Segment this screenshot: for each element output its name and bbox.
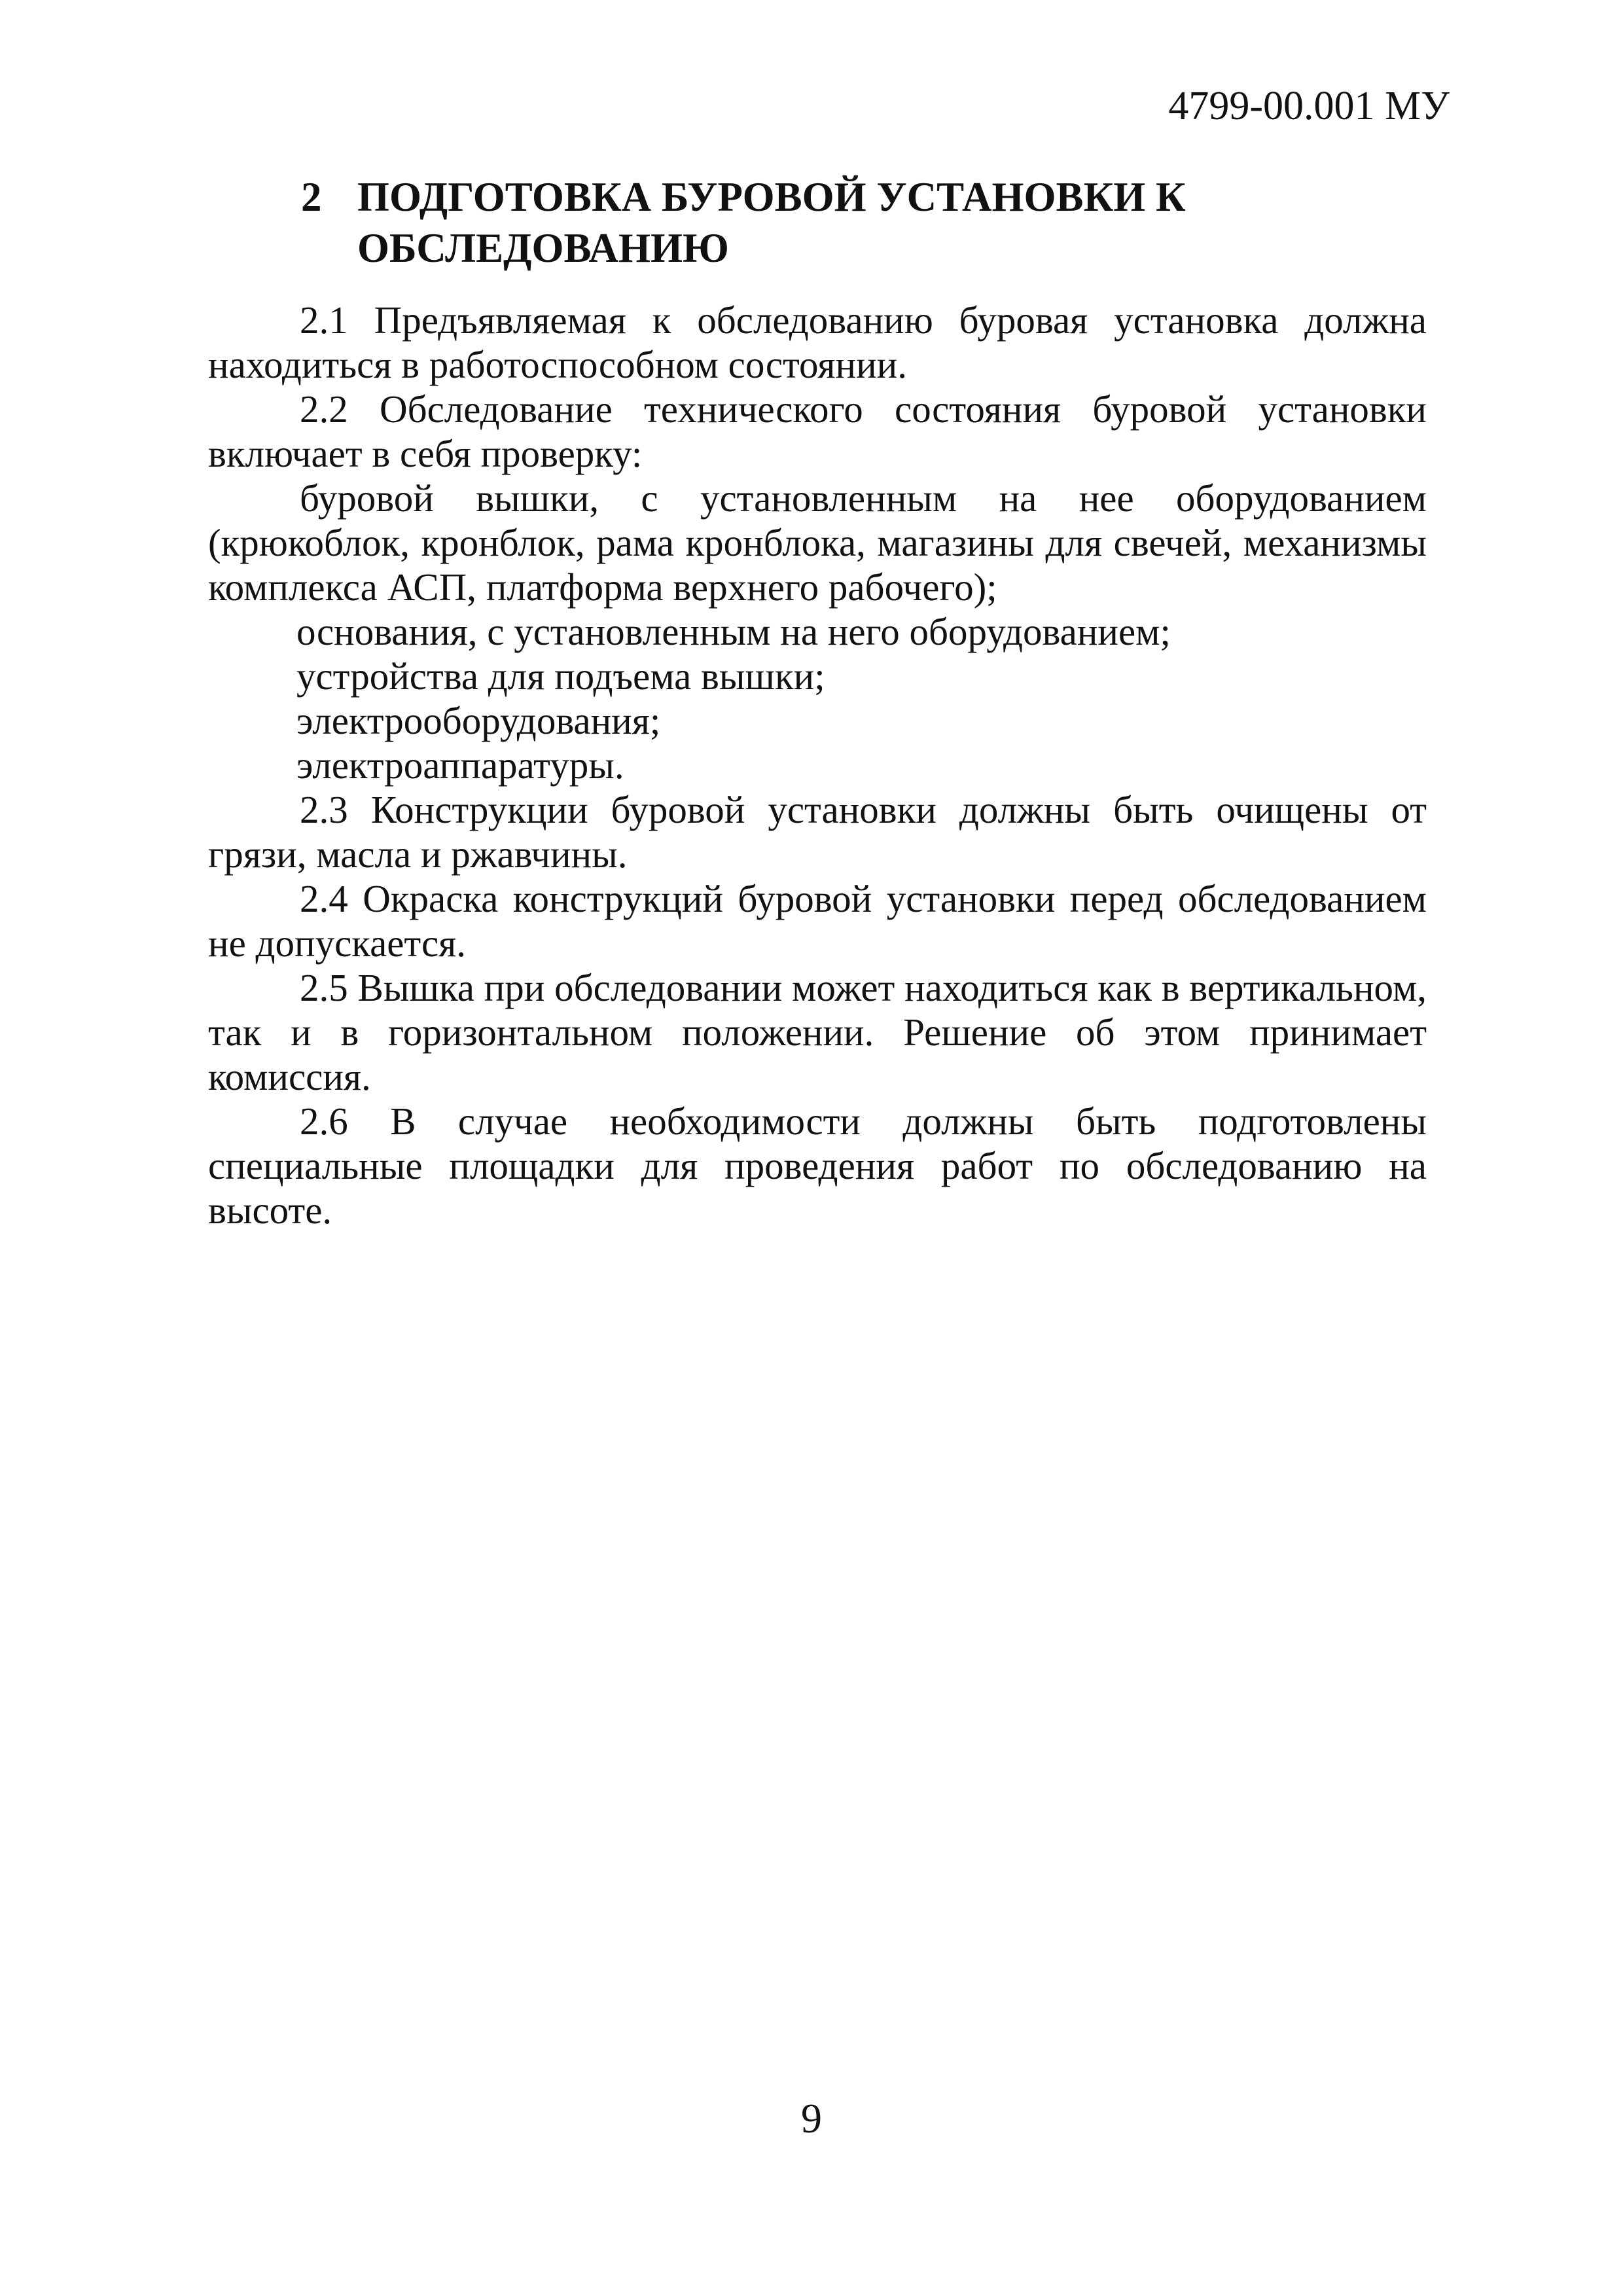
section-number: 2: [301, 174, 322, 220]
paragraph-2-3: 2.3 Конструкции буровой установки должны быть очищены от грязи, масла и ржавчины.: [208, 788, 1427, 876]
document-code: 4799-00.001 МУ: [1168, 84, 1450, 128]
paragraph-2-5: 2.5 Вышка при обследовании может находиться как в вертикальном, так и в горизонтальном положении. Решение об этом принимает комиссия.: [208, 966, 1427, 1098]
section-title-line2: ОБСЛЕДОВАНИЮ: [357, 225, 729, 271]
paragraph-2-4: 2.4 Окраска конструкций буровой установки перед обследованием не допускается.: [208, 877, 1427, 965]
list-item-base: основания, с установленным на него оборудованием;: [296, 610, 1171, 653]
list-item-lifting-device: устройства для подъема вышки;: [296, 655, 825, 698]
section-body: [208, 298, 1427, 1232]
section-title-line1: ПОДГОТОВКА БУРОВОЙ УСТАНОВКИ К: [357, 174, 1186, 220]
paragraph-2-1: 2.1 Предъявляемая к обследованию буровая установка должна находиться в работоспособном состоянии.: [208, 298, 1427, 386]
list-item-derrick: буровой вышки, с установленным на нее оборудованием (крюкоблок, кронблок, рама кронблока, магазины для свечей, механизмы комплекса АСП, платформа верхнего рабочего);: [208, 476, 1427, 609]
paragraph-2-2: 2.2 Обследование технического состояния буровой установки включает в себя проверку:: [208, 387, 1427, 475]
list-item-electrical-equipment: электрооборудования;: [296, 699, 661, 742]
section-heading: [301, 171, 1414, 274]
paragraph-2-6: 2.6 В случае необходимости должны быть подготовлены специальные площадки для проведения работ по обследованию на высоте.: [208, 1100, 1427, 1232]
page-number: 9: [801, 2095, 822, 2142]
list-item-electrical-apparatus: электроаппаратуры.: [296, 744, 624, 787]
